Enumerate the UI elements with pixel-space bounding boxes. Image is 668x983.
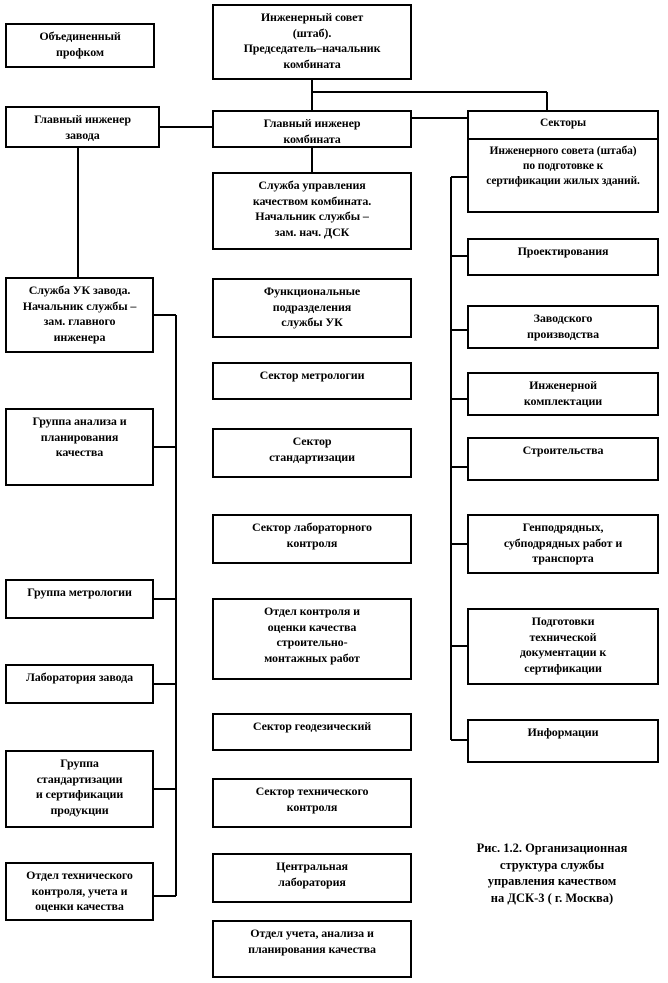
node-geodetic-sector: Сектор геодезический <box>212 713 412 751</box>
node-quality-management-service: Служба управления качеством комбината. Начальник службы – зам. нач. ДСК <box>212 172 412 250</box>
node-sectors-description: Инженерного совета (штаба) по подготовке к сертификации жилых зданий. <box>467 138 659 213</box>
node-metrology-sector: Сектор метрологии <box>212 362 412 400</box>
node-construction-quality-dept: Отдел контроля и оценки качества строительно- монтажных работ <box>212 598 412 680</box>
node-central-laboratory: Центральная лаборатория <box>212 853 412 903</box>
node-union-committee: Объединенный профком <box>5 23 155 68</box>
node-plant-laboratory: Лаборатория завода <box>5 664 154 704</box>
node-analysis-planning-group: Группа анализа и планирования качества <box>5 408 154 486</box>
node-plant-quality-service: Служба УК завода. Начальник службы – зам. главного инженера <box>5 277 154 353</box>
node-standardization-sector: Сектор стандартизации <box>212 428 412 478</box>
node-accounting-analysis-dept: Отдел учета, анализа и планирования качества <box>212 920 412 978</box>
node-information: Информации <box>467 719 659 763</box>
node-engineering-council: Инженерный совет (штаб). Председатель–начальник комбината <box>212 4 412 80</box>
node-plant-production: Заводского производства <box>467 305 659 349</box>
figure-caption: Рис. 1.2. Организационная структура службы управления качеством на ДСК-3 ( г. Москва) <box>476 841 628 905</box>
node-plant-chief-engineer: Главный инженер завода <box>5 106 160 148</box>
node-design: Проектирования <box>467 238 659 276</box>
node-documentation-prep: Подготовки технической документации к сертификации <box>467 608 659 685</box>
node-lab-control-sector: Сектор лабораторного контроля <box>212 514 412 564</box>
node-sectors: Секторы <box>467 110 659 140</box>
node-metrology-group: Группа метрологии <box>5 579 154 619</box>
node-technical-control-dept: Отдел технического контроля, учета и оценки качества <box>5 862 154 921</box>
node-chief-engineer: Главный инженер комбината <box>212 110 412 148</box>
node-standardization-group: Группа стандартизации и сертификации продукции <box>5 750 154 828</box>
node-contract-works: Генподрядных, субподрядных работ и транспорта <box>467 514 659 574</box>
node-engineering-equipment: Инженерной комплектации <box>467 372 659 416</box>
node-functional-units: Функциональные подразделения службы УК <box>212 278 412 338</box>
node-technical-control-sector: Сектор технического контроля <box>212 778 412 828</box>
node-construction: Строительства <box>467 437 659 481</box>
